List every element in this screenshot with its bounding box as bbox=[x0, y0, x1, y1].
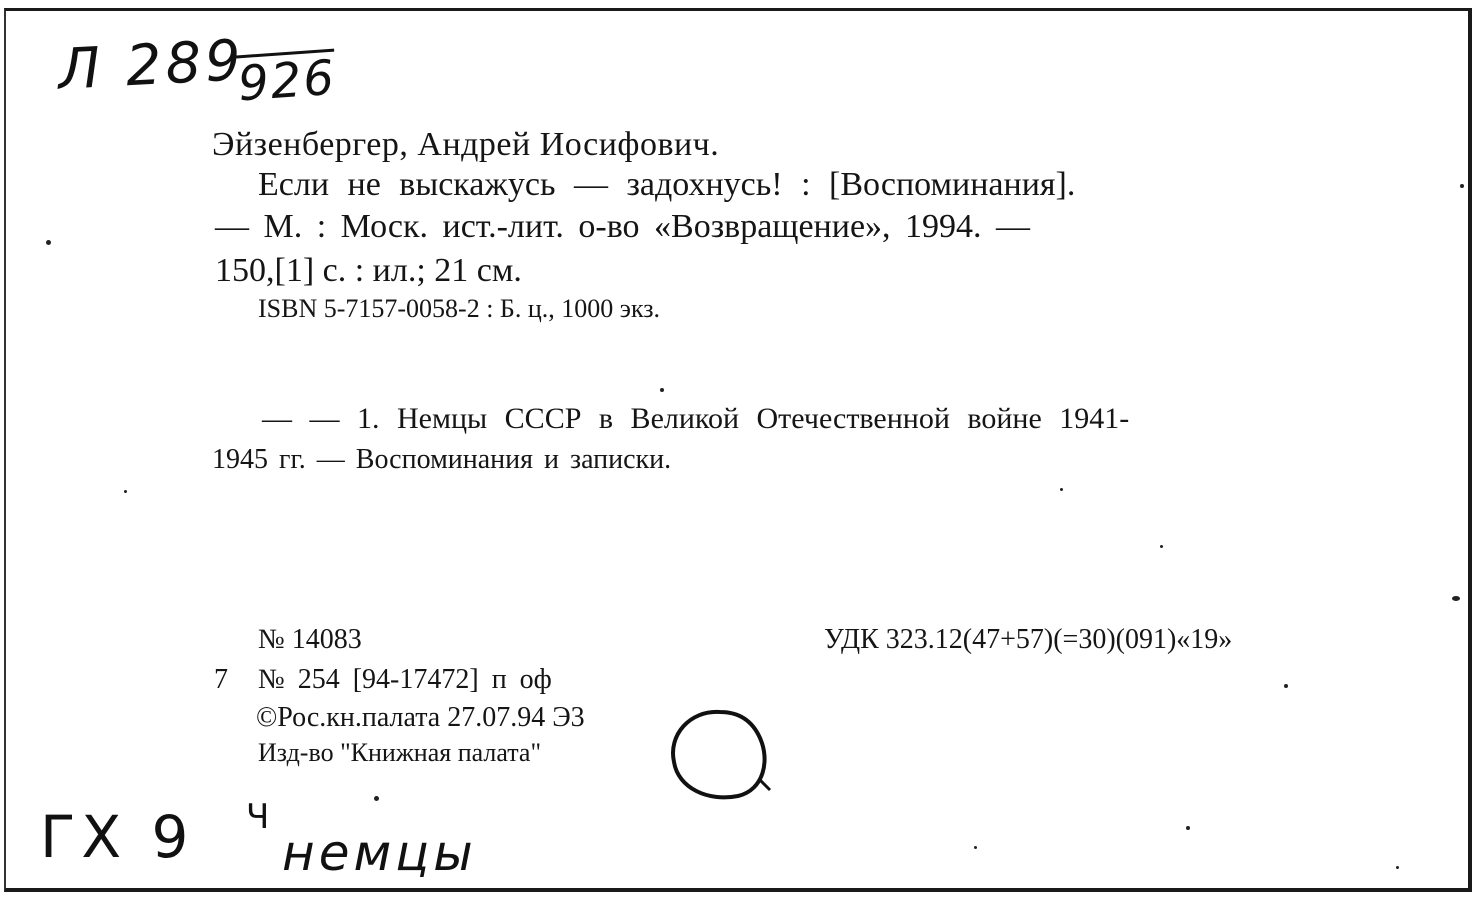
scan-speck bbox=[1396, 866, 1399, 869]
subject-line-1: — — 1. Немцы СССР в Великой Отечественной войне 1941- bbox=[262, 402, 1130, 435]
scan-speck bbox=[1186, 826, 1190, 830]
scan-speck bbox=[660, 388, 664, 392]
subject-line-2: 1945 гг. — Воспоминания и записки. bbox=[212, 444, 672, 475]
scan-speck bbox=[1160, 545, 1163, 548]
scan-speck bbox=[46, 240, 51, 245]
scan-speck bbox=[974, 846, 977, 849]
scan-speck bbox=[1460, 184, 1464, 188]
handwritten-footer-word: немцы bbox=[282, 824, 477, 882]
scan-speck bbox=[1284, 684, 1288, 688]
title-statement: Если не выскажусь — задохнусь! : [Воспоминания]. bbox=[258, 166, 1076, 203]
imprint-statement: — М. : Моск. ист.-лит. о-во «Возвращение», 1994. — bbox=[215, 208, 1031, 245]
handwritten-shelfmark-sub: 926 bbox=[236, 49, 338, 113]
handwritten-shelfmark: Л 289 bbox=[56, 28, 247, 103]
scan-speck bbox=[1452, 596, 1460, 601]
physical-description: 150,[1] с. : ил.; 21 см. bbox=[215, 252, 522, 289]
handwritten-footer-mark: Ч bbox=[246, 797, 270, 837]
scan-speck bbox=[124, 490, 127, 493]
scan-speck bbox=[1060, 488, 1063, 491]
udc-code: УДК 323.12(47+57)(=30)(091)«19» bbox=[824, 624, 1233, 655]
handwritten-footer-code: ГХ 9 bbox=[40, 803, 195, 871]
publisher-line: Изд-во "Книжная палата" bbox=[258, 738, 542, 767]
author-heading: Эйзенбергер, Андрей Иосифович. bbox=[212, 126, 720, 163]
scan-speck bbox=[374, 796, 379, 801]
copyright-line: ©Рос.кн.палата 27.07.94 Э3 bbox=[256, 702, 585, 733]
hand-drawn-circle-icon bbox=[660, 700, 780, 810]
order-line: № 254 [94-17472] п оф bbox=[258, 664, 552, 695]
isbn-line: ISBN 5-7157-0058-2 : Б. ц., 1000 экз. bbox=[258, 294, 660, 323]
card-number: № 14083 bbox=[258, 624, 362, 655]
order-prefix: 7 bbox=[214, 664, 228, 695]
